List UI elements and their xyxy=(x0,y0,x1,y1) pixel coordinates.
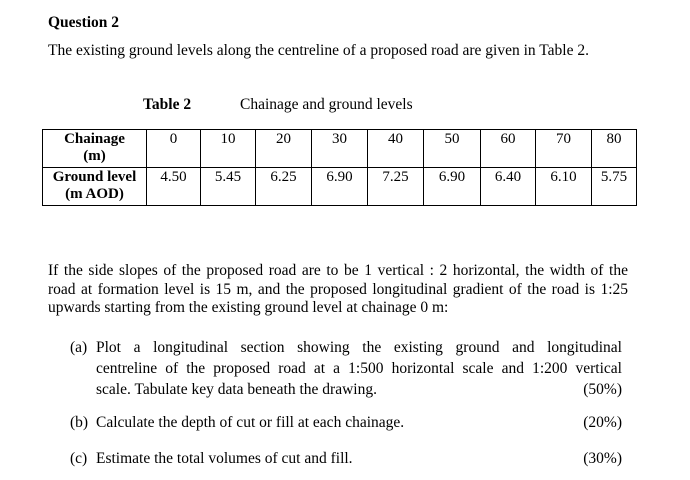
ground-level-cell: 6.25 xyxy=(256,168,312,206)
ground-level-cell: 6.40 xyxy=(481,168,536,206)
conditions-paragraph xyxy=(48,262,628,318)
chainage-cell: 80 xyxy=(592,130,637,168)
chainage-row xyxy=(43,130,637,168)
ground-level-cell: 7.25 xyxy=(368,168,424,206)
ground-level-header-line1: Ground level xyxy=(52,169,137,185)
chainage-cell: 20 xyxy=(256,130,312,168)
part-a-text xyxy=(96,337,622,400)
chainage-cell: 0 xyxy=(147,130,201,168)
paragraph-line: If the side slopes of the proposed road are to be 1 vertical : 2 horizontal, the width of the xyxy=(48,262,628,279)
ground-level-cell: 6.90 xyxy=(424,168,481,206)
question-title: Question 2 xyxy=(48,14,120,31)
chainage-header-line2: (m) xyxy=(83,148,106,164)
part-c-label: (c) xyxy=(70,450,88,467)
part-b-percent: (20%) xyxy=(583,414,622,431)
ground-level-header-line2: (m AOD) xyxy=(65,186,124,202)
paragraph-line: upwards starting from the existing ground level at chainage 0 m: xyxy=(48,299,449,316)
chainage-cell: 50 xyxy=(424,130,481,168)
part-a-line: Plot a longitudinal section showing the existing ground and longitudinal xyxy=(96,339,622,356)
ground-level-cell: 6.10 xyxy=(536,168,592,206)
part-a-line: scale. Tabulate key data beneath the drawing. xyxy=(96,381,377,398)
part-c-percent: (30%) xyxy=(583,450,622,467)
part-a-label: (a) xyxy=(70,339,88,356)
chainage-header-line1: Chainage xyxy=(64,131,125,147)
table-label: Table 2 xyxy=(143,96,192,113)
part-b-label: (b) xyxy=(70,414,89,431)
chainage-levels-table xyxy=(42,129,637,206)
table-caption: Chainage and ground levels xyxy=(240,96,413,113)
ground-level-cell: 5.75 xyxy=(592,168,637,206)
ground-level-cell: 6.90 xyxy=(312,168,368,206)
chainage-cell: 40 xyxy=(368,130,424,168)
part-b-text: Calculate the depth of cut or fill at each chainage. xyxy=(96,414,405,431)
chainage-header xyxy=(43,130,147,168)
ground-level-cell: 5.45 xyxy=(201,168,256,206)
chainage-cell: 60 xyxy=(481,130,536,168)
paragraph-line: road at formation level is 15 m, and the proposed longitudinal gradient of the road is 1:25 xyxy=(48,280,628,298)
part-c-text: Estimate the total volumes of cut and fill. xyxy=(96,450,353,467)
ground-level-cell: 4.50 xyxy=(147,168,201,206)
part-a-percent: (50%) xyxy=(583,381,622,398)
part-a-line: centreline of the proposed road at a 1:500 horizontal scale and 1:200 vertical xyxy=(96,360,622,377)
question-intro: The existing ground levels along the centreline of a proposed road are given in Table 2. xyxy=(48,42,589,59)
ground-level-header xyxy=(43,168,147,206)
ground-level-row xyxy=(43,168,637,206)
chainage-cell: 70 xyxy=(536,130,592,168)
chainage-cell: 30 xyxy=(312,130,368,168)
chainage-cell: 10 xyxy=(201,130,256,168)
